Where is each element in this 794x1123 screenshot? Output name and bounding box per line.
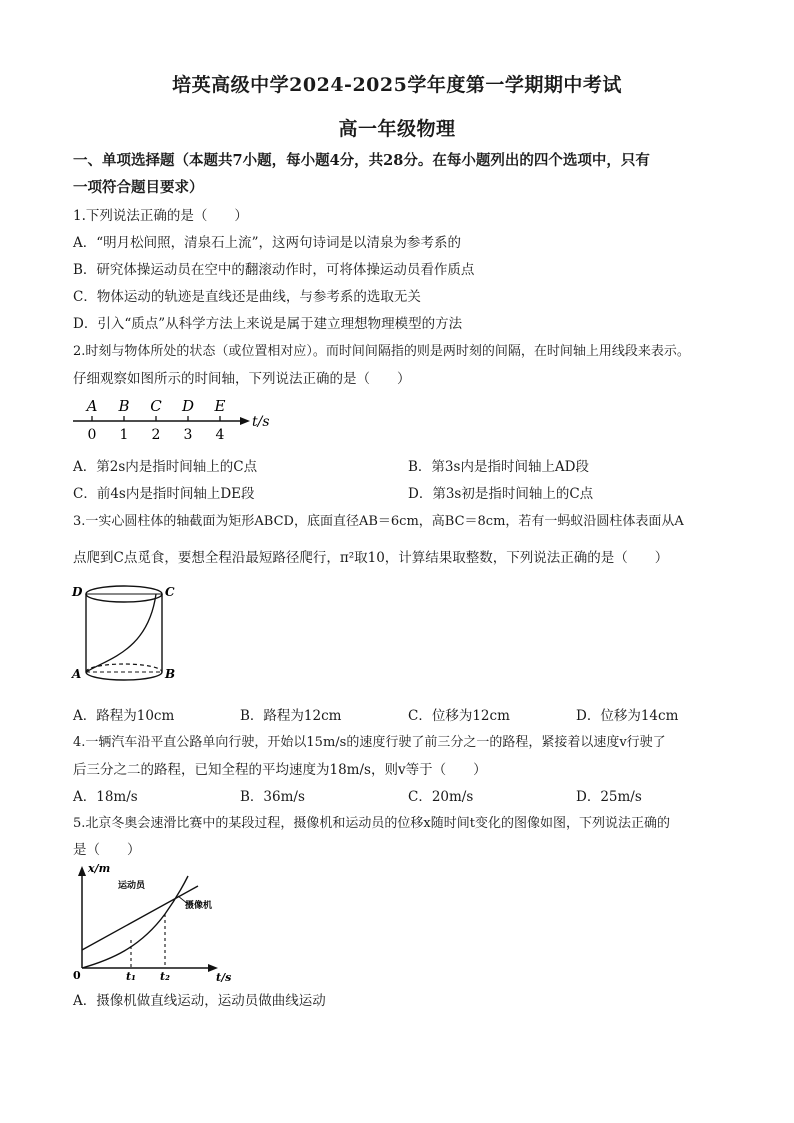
q2-option-d: D．第3s初是指时间轴上的C点: [408, 486, 594, 502]
cylinder-figure: [70, 580, 180, 688]
axis-letter-d: D: [181, 397, 195, 415]
xt-graph-figure: [70, 860, 240, 982]
label-d: D: [72, 585, 83, 599]
q5-stem-line2: 是（ ）: [73, 842, 141, 858]
graph-x-label: t/s: [216, 971, 232, 982]
q3-option-a: A．路程为10cm: [73, 708, 175, 724]
cylinder-bottom-back: [86, 664, 162, 672]
q2-stem-line2: 仔细观察如图所示的时间轴，下列说法正确的是（ ）: [73, 371, 411, 387]
exam-title: 培英高级中学2024-2025学年度第一学期期中考试: [172, 74, 622, 96]
q4-stem-line2: 后三分之二的路程，已知全程的平均速度为18m/s，则v等于（ ）: [73, 762, 487, 778]
axis-arrow-icon: [240, 417, 250, 425]
axis-number-3: 3: [183, 427, 193, 443]
q2-stem-line1: 2.时刻与物体所处的状态（或位置相对应）。而时间间隔指的则是两时刻的间隔，在时间轴上用线段来表示。: [73, 344, 690, 359]
axis-unit-label: t/s: [252, 414, 270, 430]
q4-stem-line1: 4.一辆汽车沿平直公路单向行驶，开始以15m/s的速度行驶了前三分之一的路程，紧接着以速度v行驶了: [73, 735, 666, 750]
camera-label: 摄像机: [185, 901, 213, 911]
cylinder-bottom-front: [86, 672, 162, 680]
q4-option-c: C．20m/s: [408, 789, 474, 805]
q3-stem-line1: 3.一实心圆柱体的轴截面为矩形ABCD，底面直径AB＝6cm，高BC＝8cm，若有一蚂蚁沿圆柱体表面从A: [73, 514, 684, 529]
axis-letter-e: E: [214, 397, 226, 415]
q2-option-b: B．第3s内是指时间轴上AD段: [408, 459, 590, 475]
graph-y-label: x/m: [88, 862, 111, 875]
q1-option-a: A．“明月松间照，清泉石上流”，这两句诗词是以清泉为参考系的: [73, 235, 462, 251]
axis-letter-b: B: [118, 397, 130, 415]
q1-option-b: B．研究体操运动员在空中的翻滚动作时，可将体操运动员看作质点: [73, 262, 475, 278]
section-heading-line1: 一、单项选择题（本题共7小题，每小题4分，共28分。在每小题列出的四个选项中，只有: [73, 152, 650, 169]
axis-number-4: 4: [215, 427, 225, 443]
q3-option-d: D．位移为14cm: [576, 708, 679, 724]
axis-letter-a: A: [86, 397, 98, 415]
section-heading-line2: 一项符合题目要求）: [73, 179, 204, 196]
q1-stem: 1.下列说法正确的是（ ）: [73, 208, 248, 224]
label-c: C: [165, 585, 175, 599]
graph-origin-label: 0: [73, 969, 81, 982]
axis-number-0: 0: [87, 427, 97, 443]
q2-option-a: A．第2s内是指时间轴上的C点: [73, 459, 258, 475]
t1-label: t₁: [126, 970, 136, 982]
q3-option-c: C．位移为12cm: [408, 708, 510, 724]
q4-option-d: D．25m/s: [576, 789, 642, 805]
time-axis-figure: [70, 393, 280, 445]
q5-option-a: A．摄像机做直线运动，运动员做曲线运动: [73, 993, 326, 1009]
q3-option-b: B．路程为12cm: [240, 708, 342, 724]
ant-path-curve: [86, 594, 156, 672]
exam-subtitle: 高一年级物理: [338, 118, 456, 140]
athlete-label: 运动员: [118, 881, 146, 891]
q5-stem-line1: 5.北京冬奥会速滑比赛中的某段过程，摄像机和运动员的位移x随时间t变化的图像如图，下列说法正确的: [73, 816, 670, 831]
y-axis-arrow-icon: [78, 866, 86, 876]
q4-option-b: B．36m/s: [240, 789, 305, 805]
q1-option-d: D．引入“质点”从科学方法上来说是属于建立理想物理模型的方法: [73, 316, 463, 332]
axis-number-1: 1: [119, 427, 129, 443]
q1-option-c: C．物体运动的轨迹是直线还是曲线，与参考系的选取无关: [73, 289, 421, 305]
axis-number-2: 2: [151, 427, 161, 443]
label-b: B: [165, 667, 176, 681]
t2-label: t₂: [160, 970, 170, 982]
q4-option-a: A．18m/s: [73, 789, 138, 805]
axis-letter-c: C: [150, 397, 162, 415]
label-a: A: [72, 667, 82, 681]
q3-stem-line2: 点爬到C点觅食，要想全程沿最短路径爬行，π²取10，计算结果取整数，下列说法正确的是（ ）: [73, 550, 669, 566]
q2-option-c: C．前4s内是指时间轴上DE段: [73, 486, 255, 502]
